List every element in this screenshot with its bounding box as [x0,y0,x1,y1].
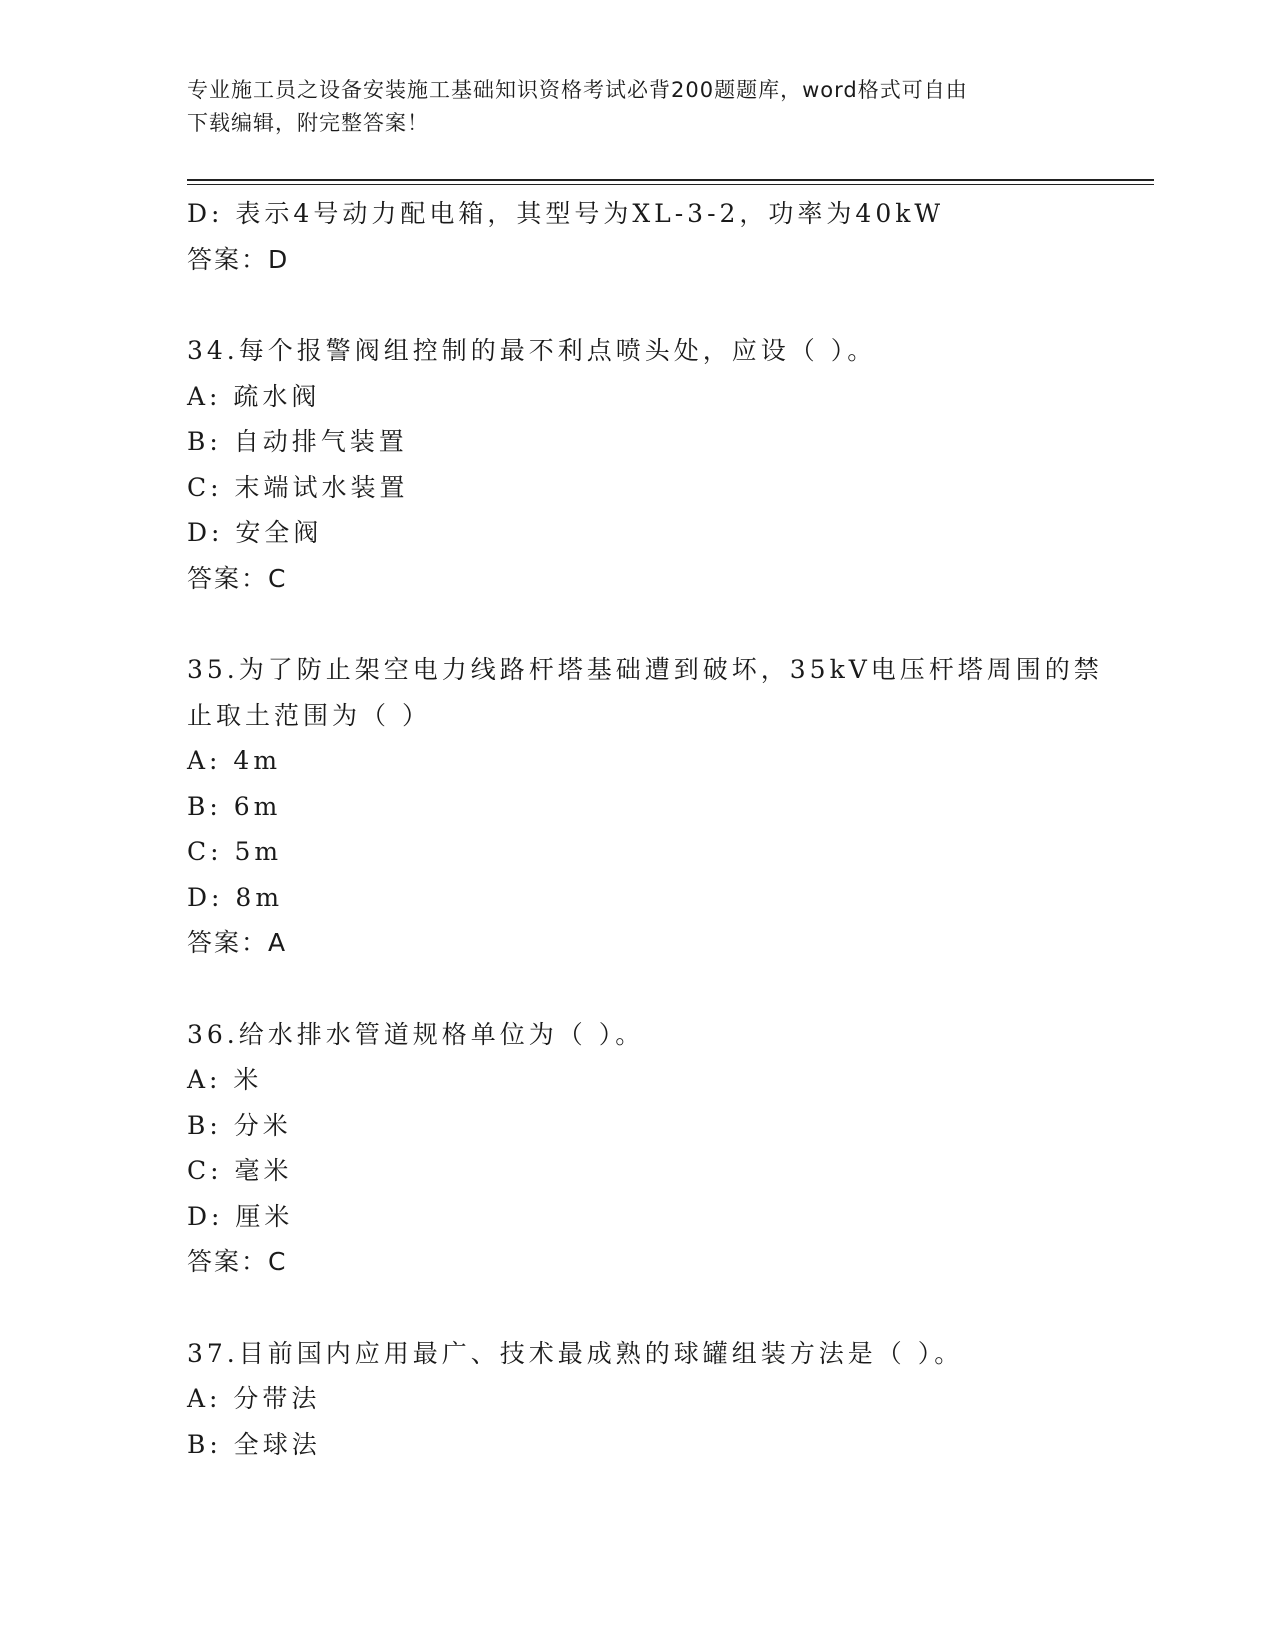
question-stem: 36.给水排水管道规格单位为（ ）。 [187,1019,645,1049]
option-a: A: 疏水阀 [187,381,321,411]
question-list [187,191,1147,1467]
question-stem-line1: 35.为了防止架空电力线路杆塔基础遭到破坏，35kV电压杆塔周围的禁 [187,655,1103,684]
option-b: B: 分米 [187,1110,292,1140]
question-block-35 [187,647,1147,966]
header-title-line1: 专业施工员之设备安装施工基础知识资格考试必背200题题库，word格式可自由 [187,78,968,102]
option-a: A: 4m [187,746,282,775]
question-block-36 [187,1012,1147,1285]
option-d: D: 厘米 [187,1201,294,1231]
option-a: A: 分带法 [187,1384,321,1413]
option-c: C: 末端试水装置 [187,472,409,502]
header-divider-thin [187,184,1154,185]
answer-line: 答案：D [187,244,290,274]
answer-line: 答案：C [187,563,288,593]
option-d: D: 8m [187,882,284,912]
option-d: D: 表示4号动力配电箱，其型号为XL-3-2，功率为40kW [187,199,945,228]
question-block-34 [187,328,1147,601]
option-c: C: 5m [187,837,283,866]
option-b: B: 全球法 [187,1429,321,1459]
header-divider [187,179,1154,181]
question-stem: 37.目前国内应用最广、技术最成熟的球罐组装方法是（ ）。 [187,1338,964,1368]
option-c: C: 毫米 [187,1156,293,1185]
question-stem: 34.每个报警阀组控制的最不利点喷头处，应设（ ）。 [187,336,877,365]
option-d: D: 安全阀 [187,518,323,547]
question-block-37 [187,1331,1147,1468]
option-a: A: 米 [187,1065,263,1094]
question-block-33 [187,191,1147,282]
answer-line: 答案：C [187,1247,288,1276]
question-stem-line2: 止取土范围为（ ） [187,700,431,730]
answer-line: 答案：A [187,928,288,957]
option-b: B: 自动排气装置 [187,427,408,456]
document-header [187,74,1087,140]
option-b: B: 6m [187,791,282,821]
header-title-line2: 下载编辑，附完整答案！ [187,111,429,135]
